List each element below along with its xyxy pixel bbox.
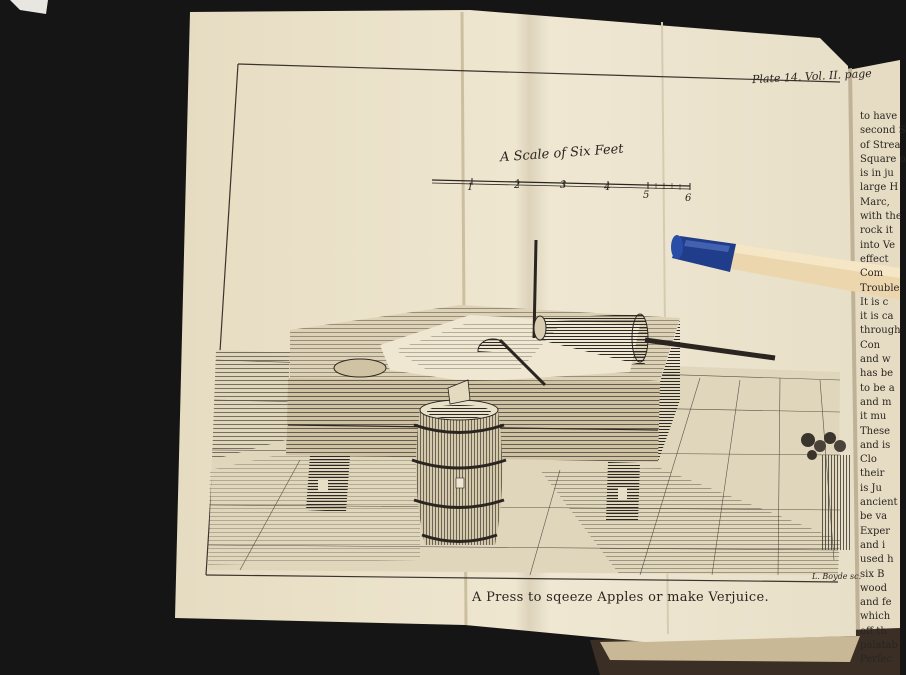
text-line: effect: [860, 253, 889, 265]
text-line: palatab: [860, 639, 898, 651]
text-line: it mu: [860, 411, 887, 423]
text-line: of Strea: [860, 139, 901, 151]
text-line: and m: [860, 396, 892, 408]
text-line: wood: [860, 582, 888, 594]
text-line: through: [860, 325, 901, 337]
scale-tick-2: 2: [514, 180, 521, 191]
bowl: [334, 359, 386, 377]
text-line: into Ve: [860, 239, 896, 251]
scale-tick-3: 3: [560, 180, 567, 191]
text-line: and i: [860, 539, 886, 551]
text-line: which: [860, 611, 891, 623]
text-line: and is: [860, 439, 891, 451]
scale-title: A Scale of Six Feet: [499, 141, 625, 166]
barrel: [412, 380, 506, 545]
text-line: and fe: [860, 597, 892, 609]
text-line: ancient: [860, 497, 898, 509]
text-line: to be a: [860, 382, 895, 394]
scale-tick-5: 5: [643, 190, 650, 201]
text-line: Com: [860, 268, 884, 280]
text-line: is Ju: [860, 482, 882, 494]
text-line: Con: [860, 339, 881, 351]
text-line: is in ju: [860, 168, 894, 180]
text-line: it is ca: [860, 311, 894, 323]
text-line: Clo: [860, 454, 877, 466]
text-line: Perfec: [860, 654, 893, 666]
facing-page-text: [860, 110, 906, 668]
text-line: their: [860, 468, 885, 480]
plate-caption: A Press to sqeeze Apples or make Verjuice.: [472, 590, 769, 605]
text-line: off th: [860, 625, 887, 637]
scale-tick-4: 4: [604, 182, 611, 193]
scale-tick-6: 6: [685, 193, 692, 204]
text-line: Square o: [860, 153, 906, 165]
text-line: and w: [860, 354, 891, 366]
text-line: Marc,: [860, 196, 890, 208]
text-line: six B: [860, 568, 885, 580]
text-line: to have: [860, 111, 898, 122]
engraver-signature: L. Boyde sc.: [812, 572, 862, 581]
text-line: These: [860, 425, 891, 437]
text-line: Exper: [860, 525, 891, 537]
text-line: with the: [860, 211, 902, 223]
plate-label: Plate 14. Vol. II. page: [751, 66, 873, 87]
text-line: used h: [860, 554, 894, 566]
text-line: second S: [860, 125, 906, 137]
text-line: It is c: [860, 296, 889, 308]
scale-tick-1: 1: [467, 182, 474, 193]
text-line: large H: [860, 182, 899, 194]
text-line: has be: [860, 368, 894, 380]
text-line: be va: [860, 511, 888, 523]
text-line: rock it: [860, 225, 893, 237]
text-line: Trouble: [860, 282, 900, 294]
